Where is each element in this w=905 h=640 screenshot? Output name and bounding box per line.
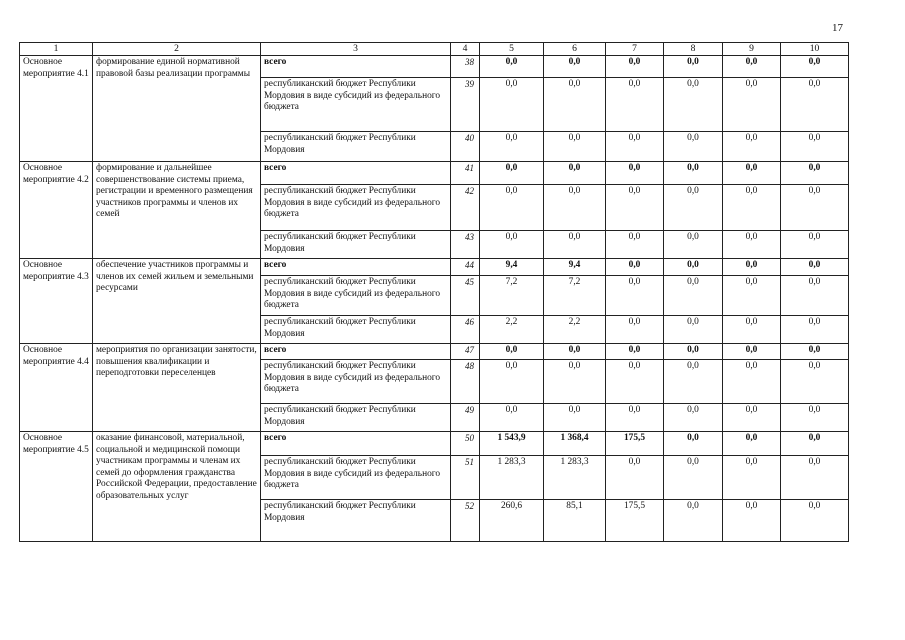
value-cell: 0,0 <box>723 316 781 344</box>
funding-source: республиканский бюджет Республики Мордовия <box>261 316 451 344</box>
row-number: 48 <box>451 360 480 404</box>
funding-source: республиканский бюджет Республики Мордовия в виде субсидий из федерального бюджета <box>261 456 451 500</box>
value-cell: 0,0 <box>723 456 781 500</box>
value-cell: 0,0 <box>606 404 664 432</box>
row-number: 46 <box>451 316 480 344</box>
funding-source: республиканский бюджет Республики Мордовия <box>261 231 451 259</box>
value-cell: 2,2 <box>480 316 544 344</box>
funding-source: республиканский бюджет Республики Мордовия в виде субсидий из федерального бюджета <box>261 185 451 231</box>
value-cell: 0,0 <box>544 56 606 78</box>
value-cell: 0,0 <box>480 344 544 360</box>
value-cell: 0,0 <box>781 259 849 276</box>
value-cell: 0,0 <box>664 231 723 259</box>
column-header: 9 <box>723 43 781 56</box>
value-cell: 0,0 <box>723 500 781 542</box>
value-cell: 0,0 <box>480 231 544 259</box>
value-cell: 260,6 <box>480 500 544 542</box>
value-cell: 0,0 <box>664 185 723 231</box>
value-cell: 85,1 <box>544 500 606 542</box>
table-row <box>20 432 849 456</box>
budget-table <box>19 42 849 542</box>
value-cell: 0,0 <box>480 360 544 404</box>
value-cell: 0,0 <box>781 500 849 542</box>
value-cell: 0,0 <box>723 360 781 404</box>
value-cell: 0,0 <box>544 360 606 404</box>
value-cell: 0,0 <box>723 432 781 456</box>
row-number: 47 <box>451 344 480 360</box>
value-cell: 0,0 <box>781 404 849 432</box>
value-cell: 0,0 <box>664 162 723 185</box>
value-cell: 0,0 <box>781 185 849 231</box>
activity-name: Основное мероприятие 4.1 <box>20 56 93 162</box>
row-number: 43 <box>451 231 480 259</box>
funding-source: республиканский бюджет Республики Мордовия <box>261 132 451 162</box>
value-cell: 1 543,9 <box>480 432 544 456</box>
column-header: 3 <box>261 43 451 56</box>
value-cell: 0,0 <box>480 132 544 162</box>
funding-source: всего <box>261 56 451 78</box>
funding-source: республиканский бюджет Республики Мордовия в виде субсидий из федерального бюджета <box>261 78 451 132</box>
value-cell: 7,2 <box>544 276 606 316</box>
value-cell: 175,5 <box>606 500 664 542</box>
value-cell: 0,0 <box>606 276 664 316</box>
column-header: 6 <box>544 43 606 56</box>
value-cell: 0,0 <box>723 259 781 276</box>
row-number: 39 <box>451 78 480 132</box>
row-number: 52 <box>451 500 480 542</box>
funding-source: всего <box>261 432 451 456</box>
value-cell: 0,0 <box>480 404 544 432</box>
value-cell: 0,0 <box>664 404 723 432</box>
table-row <box>20 162 849 185</box>
activity-description: оказание финансовой, материальной, социальной и медицинской помощи участникам программы и членам их семей до оформления гражданства Российской Федерации, предоставление образовательных услуг <box>93 432 261 542</box>
funding-source: республиканский бюджет Республики Мордовия <box>261 404 451 432</box>
value-cell: 0,0 <box>781 162 849 185</box>
value-cell: 0,0 <box>606 56 664 78</box>
value-cell: 0,0 <box>781 316 849 344</box>
column-header: 8 <box>664 43 723 56</box>
value-cell: 0,0 <box>781 56 849 78</box>
value-cell: 0,0 <box>606 316 664 344</box>
value-cell: 0,0 <box>781 360 849 404</box>
funding-source: республиканский бюджет Республики Мордовия <box>261 500 451 542</box>
value-cell: 0,0 <box>723 404 781 432</box>
value-cell: 0,0 <box>781 432 849 456</box>
activity-name: Основное мероприятие 4.2 <box>20 162 93 259</box>
column-header: 4 <box>451 43 480 56</box>
value-cell: 0,0 <box>781 132 849 162</box>
value-cell: 0,0 <box>723 162 781 185</box>
value-cell: 0,0 <box>664 276 723 316</box>
funding-source: республиканский бюджет Республики Мордовия в виде субсидий из федерального бюджета <box>261 360 451 404</box>
value-cell: 1 283,3 <box>544 456 606 500</box>
value-cell: 0,0 <box>664 500 723 542</box>
value-cell: 1 283,3 <box>480 456 544 500</box>
value-cell: 0,0 <box>544 132 606 162</box>
column-header: 7 <box>606 43 664 56</box>
value-cell: 0,0 <box>664 78 723 132</box>
funding-source: всего <box>261 162 451 185</box>
activity-description: формирование и дальнейшее совершенствование системы приема, регистрации и временного размещения участников программы и членов их семей <box>93 162 261 259</box>
value-cell: 9,4 <box>480 259 544 276</box>
header-row <box>20 43 849 56</box>
value-cell: 0,0 <box>544 78 606 132</box>
column-header: 5 <box>480 43 544 56</box>
value-cell: 0,0 <box>544 344 606 360</box>
value-cell: 0,0 <box>664 259 723 276</box>
value-cell: 0,0 <box>480 56 544 78</box>
row-number: 44 <box>451 259 480 276</box>
value-cell: 0,0 <box>723 231 781 259</box>
value-cell: 0,0 <box>606 259 664 276</box>
table-row <box>20 56 849 78</box>
value-cell: 0,0 <box>723 132 781 162</box>
value-cell: 0,0 <box>664 456 723 500</box>
table-row <box>20 344 849 360</box>
value-cell: 0,0 <box>544 185 606 231</box>
value-cell: 0,0 <box>606 344 664 360</box>
value-cell: 0,0 <box>544 231 606 259</box>
value-cell: 0,0 <box>606 231 664 259</box>
value-cell: 0,0 <box>606 78 664 132</box>
value-cell: 0,0 <box>664 56 723 78</box>
activity-name: Основное мероприятие 4.3 <box>20 259 93 344</box>
value-cell: 0,0 <box>664 132 723 162</box>
activity-name: Основное мероприятие 4.5 <box>20 432 93 542</box>
value-cell: 1 368,4 <box>544 432 606 456</box>
page-number: 17 <box>832 22 843 34</box>
row-number: 51 <box>451 456 480 500</box>
value-cell: 0,0 <box>606 360 664 404</box>
row-number: 40 <box>451 132 480 162</box>
activity-name: Основное мероприятие 4.4 <box>20 344 93 432</box>
column-header: 1 <box>20 43 93 56</box>
value-cell: 0,0 <box>544 162 606 185</box>
activity-description: формирование единой нормативной правовой базы реализации программы <box>93 56 261 162</box>
value-cell: 0,0 <box>606 132 664 162</box>
row-number: 38 <box>451 56 480 78</box>
value-cell: 0,0 <box>723 276 781 316</box>
value-cell: 0,0 <box>723 185 781 231</box>
activity-description: обеспечение участников программы и членов их семей жильем и земельными ресурсами <box>93 259 261 344</box>
value-cell: 0,0 <box>664 360 723 404</box>
activity-description: мероприятия по организации занятости, повышения квалификации и переподготовки переселенцев <box>93 344 261 432</box>
value-cell: 0,0 <box>781 344 849 360</box>
value-cell: 0,0 <box>723 344 781 360</box>
value-cell: 0,0 <box>480 185 544 231</box>
row-number: 45 <box>451 276 480 316</box>
value-cell: 0,0 <box>664 316 723 344</box>
row-number: 49 <box>451 404 480 432</box>
value-cell: 0,0 <box>544 404 606 432</box>
value-cell: 9,4 <box>544 259 606 276</box>
funding-source: всего <box>261 344 451 360</box>
value-cell: 0,0 <box>781 231 849 259</box>
value-cell: 175,5 <box>606 432 664 456</box>
column-header: 2 <box>93 43 261 56</box>
row-number: 50 <box>451 432 480 456</box>
value-cell: 0,0 <box>606 185 664 231</box>
value-cell: 0,0 <box>606 162 664 185</box>
value-cell: 0,0 <box>781 276 849 316</box>
row-number: 42 <box>451 185 480 231</box>
value-cell: 0,0 <box>781 456 849 500</box>
funding-source: всего <box>261 259 451 276</box>
table-row <box>20 259 849 276</box>
value-cell: 0,0 <box>664 344 723 360</box>
value-cell: 0,0 <box>606 456 664 500</box>
value-cell: 0,0 <box>723 78 781 132</box>
value-cell: 0,0 <box>781 78 849 132</box>
value-cell: 0,0 <box>723 56 781 78</box>
funding-source: республиканский бюджет Республики Мордовия в виде субсидий из федерального бюджета <box>261 276 451 316</box>
value-cell: 7,2 <box>480 276 544 316</box>
column-header: 10 <box>781 43 849 56</box>
value-cell: 0,0 <box>664 432 723 456</box>
value-cell: 2,2 <box>544 316 606 344</box>
value-cell: 0,0 <box>480 162 544 185</box>
value-cell: 0,0 <box>480 78 544 132</box>
row-number: 41 <box>451 162 480 185</box>
